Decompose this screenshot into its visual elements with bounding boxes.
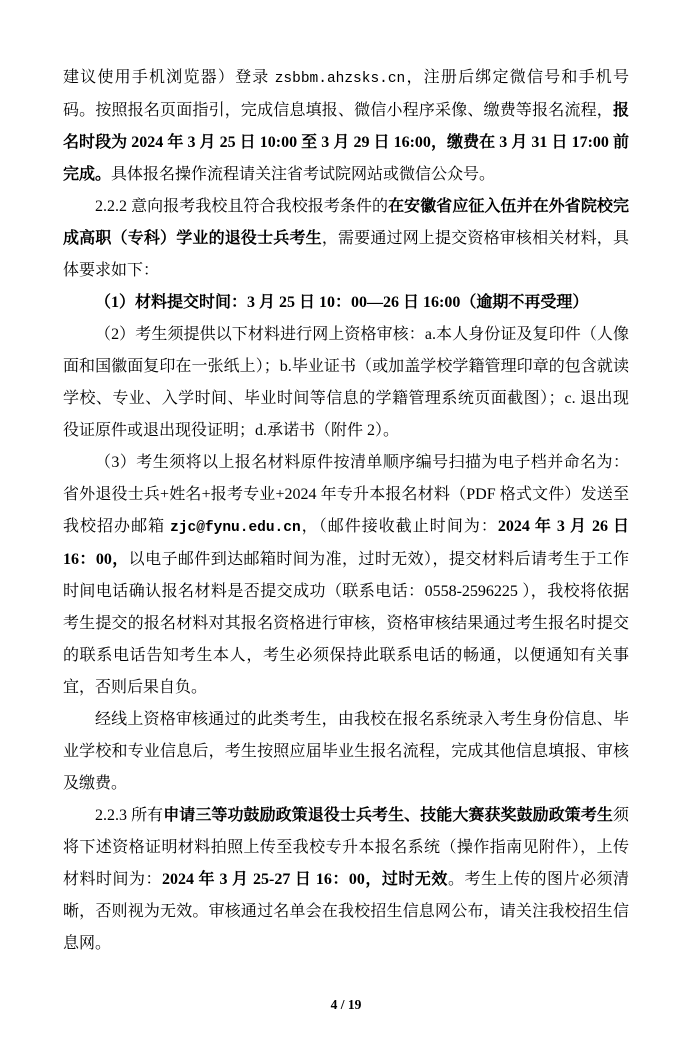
document-body — [63, 62, 629, 960]
text-run: zsbbm.ahzsks.cn — [274, 71, 406, 87]
text-run: 2024 年 3 月 26 日 16：00， — [63, 518, 629, 568]
text-run: （1）材料提交时间：3 月 25 日 10：00—26 日 16:00（逾期不再受理） — [95, 294, 589, 311]
para-item-3-scan-and-email — [63, 447, 629, 704]
text-run: 以电子邮件到达邮箱时间为准，过时无效），提交材料后请考生于工作时间电话确认报名材料是否提交成功（联系电话：0558-2596225 ），我校将依据考生提交的报名材料对其报名资格进行审核，资格审核结果通过考生报名时提交的联系电话告知考生本人，考生必须保持此联系电话的畅通，以便通知有关事宜，否则后果自负。 — [63, 551, 629, 696]
para-2-2-2 — [63, 191, 629, 287]
para-online-approved-flow — [63, 704, 629, 800]
text-run: 2.2.2 意向报考我校且符合我校报考条件的 — [95, 198, 389, 215]
para-registration-continuation — [63, 62, 629, 191]
text-run: 经线上资格审核通过的此类考生，由我校在报名系统录入考生身份信息、毕业学校和专业信息后，考生按照应届毕业生报名流程，完成其他信息填报、审核及缴费。 — [63, 711, 629, 792]
text-run: 2.2.3 所有 — [95, 807, 164, 824]
text-run: 建议使用手机浏览器）登录 — [63, 69, 275, 86]
text-run: 。考生上传的图片必须清晰，否则视为无效。审核通过名单会在我校招生信息网公布，请关注我校招生信息网。 — [63, 871, 629, 952]
text-run: ，注册后绑定微信号和手机号码。按照报名页面指引，完成信息填报、微信小程序采像、缴费等报名流程， — [63, 69, 629, 119]
text-run: ，需要通过网上提交资格审核相关材料，具体要求如下： — [63, 230, 629, 279]
text-run: 具体报名操作流程请关注省考试院网站或微信公众号。 — [111, 166, 496, 183]
para-item-1-material-time — [63, 287, 629, 319]
page-number: 4 / 19 — [330, 997, 362, 1012]
text-run: ，（邮件接收截止时间为： — [300, 518, 498, 535]
text-run: （3）考生须将以上报名材料原件按清单顺序编号扫描为电子档并命名为：省外退役士兵+姓名+报考专业+2024 年专升本报名材料（PDF 格式文件）发送至我校招办邮箱 — [63, 454, 629, 535]
para-item-2-material-list — [63, 319, 629, 447]
para-2-2-3 — [63, 800, 629, 960]
text-run: 报名时段为 2024 年 3 月 25 日 10:00 至 3 月 29 日 16:00，缴费在 3 月 31 日 17:00 前完成。 — [63, 102, 629, 183]
text-run: zjc@fynu.edu.cn — [170, 520, 301, 536]
text-run: （2）考生须提供以下材料进行网上资格审核：a.本人身份证及复印件（人像面和国徽面复印在一张纸上）；b.毕业证书（或加盖学校学籍管理印章的包含就读学校、专业、入学时间、毕业时间等信息的学籍管理系统页面截图）；c. 退出现役证原件或退出现役证明；d.承诺书（附件 2）。 — [63, 326, 629, 439]
text-run: 在安徽省应征入伍并在外省院校完成高职（专科）学业的退役士兵考生 — [63, 198, 629, 247]
text-run: 2024 年 3 月 25-27 日 16：00，过时无效 — [162, 871, 448, 888]
text-run: 申请三等功鼓励政策退役士兵考生、技能大赛获奖鼓励政策考生 — [163, 807, 613, 824]
text-run: 须将下述资格证明材料拍照上传至我校专升本报名系统（操作指南见附件），上传材料时间为： — [63, 807, 629, 888]
